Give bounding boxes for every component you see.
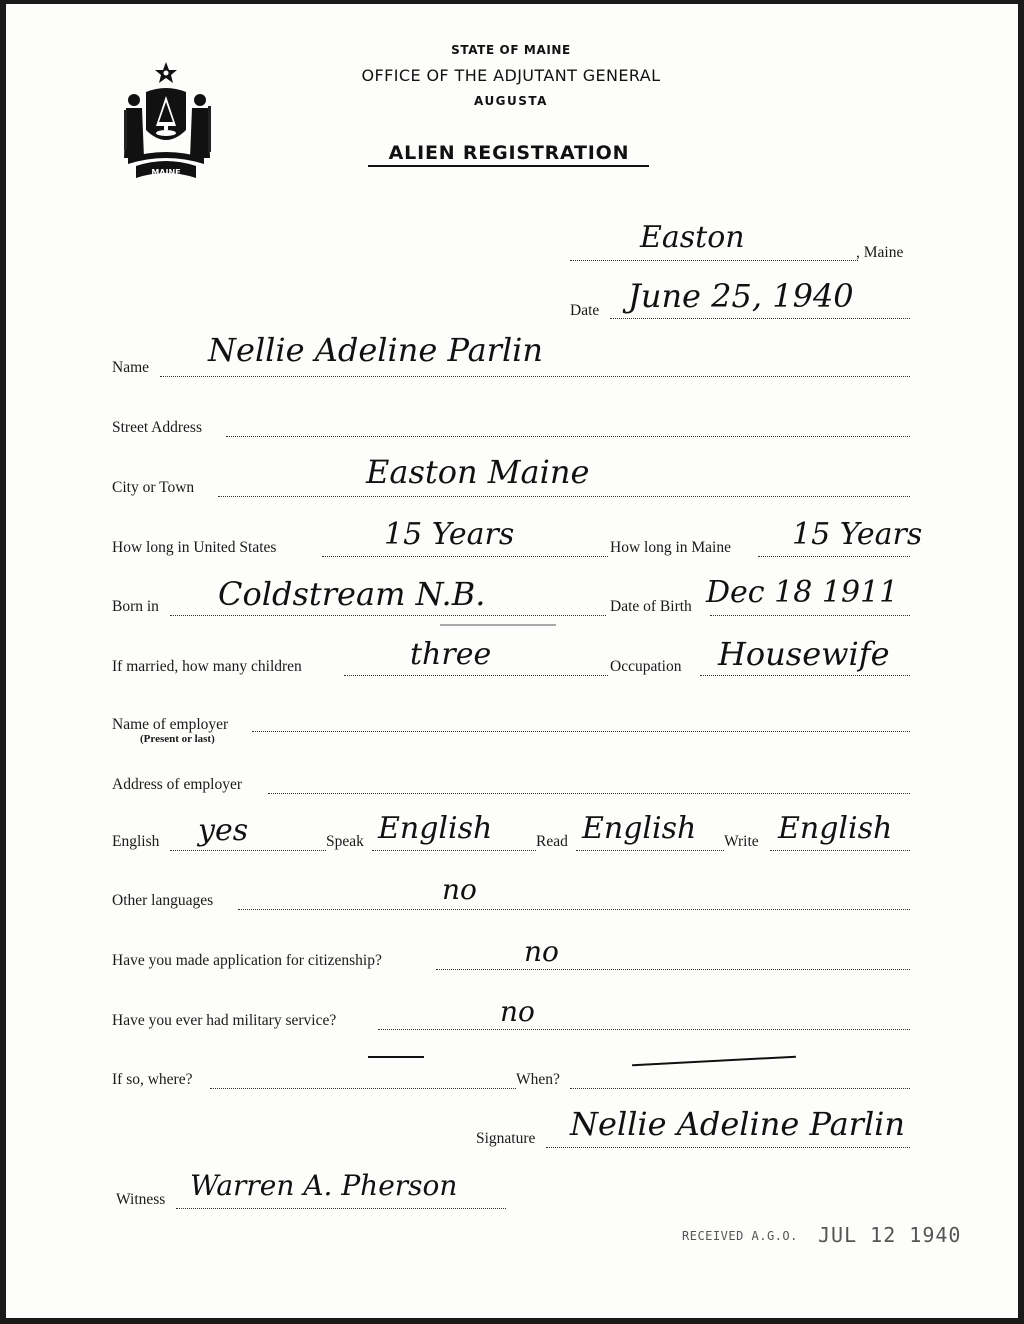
employer-label: Name of employer	[112, 716, 229, 733]
write-line	[770, 850, 910, 851]
military-label: Have you ever had military service?	[112, 1012, 337, 1029]
born-in-label: Born in	[112, 598, 159, 615]
signature-value: Nellie Adeline Parlin	[570, 1105, 906, 1143]
city-value: Easton Maine	[366, 453, 590, 491]
date-label: Date	[570, 302, 600, 319]
where-line	[210, 1088, 516, 1089]
signature-line	[546, 1147, 910, 1148]
dob-value: Dec 18 1911	[706, 575, 899, 610]
city-label: City or Town	[112, 479, 195, 496]
children-line	[344, 675, 608, 676]
name-label: Name	[112, 359, 150, 376]
where-dash	[368, 1056, 424, 1058]
children-label: If married, how many children	[112, 658, 302, 675]
occupation-line	[700, 675, 910, 676]
read-label: Read	[536, 833, 568, 850]
name-value: Nellie Adeline Parlin	[208, 331, 544, 369]
form-title: ALIEN REGISTRATION	[388, 142, 630, 164]
military-line	[378, 1029, 910, 1030]
date-value: June 25, 1940	[628, 277, 854, 315]
state-of-maine-seal-icon	[110, 58, 222, 184]
pencil-mark	[440, 624, 556, 626]
english-line	[170, 850, 326, 851]
how-long-maine-value: 15 Years	[792, 517, 923, 552]
employer-line	[252, 731, 910, 732]
employer-address-label: Address of employer	[112, 776, 242, 793]
street-label: Street Address	[112, 419, 202, 436]
citizenship-value: no	[524, 935, 559, 968]
how-long-us-value: 15 Years	[384, 517, 515, 552]
born-in-line	[170, 615, 606, 616]
name-line	[160, 376, 910, 377]
how-long-maine-line	[758, 556, 910, 557]
speak-value: English	[378, 811, 493, 846]
citizenship-line	[436, 969, 910, 970]
how-long-us-label: How long in United States	[112, 539, 277, 556]
other-languages-label: Other languages	[112, 892, 214, 909]
received-stamp-date: JUL 12 1940	[818, 1223, 962, 1247]
other-languages-value: no	[442, 873, 477, 906]
employer-sublabel: (Present or last)	[140, 733, 215, 745]
english-value: yes	[198, 813, 249, 848]
write-value: English	[778, 811, 893, 846]
form-page	[6, 4, 1018, 1318]
maine-suffix: , Maine	[856, 244, 904, 261]
town-line	[570, 260, 858, 261]
header-state: STATE OF MAINE	[451, 43, 571, 57]
where-label: If so, where?	[112, 1071, 193, 1088]
read-value: English	[582, 811, 697, 846]
city-line	[218, 496, 910, 497]
children-value: three	[410, 637, 492, 672]
when-line	[570, 1088, 910, 1089]
received-stamp-prefix: RECEIVED A.G.O.	[682, 1229, 798, 1243]
speak-line	[372, 850, 536, 851]
street-line	[226, 436, 910, 437]
military-value: no	[500, 995, 535, 1028]
town-value: Easton	[640, 220, 745, 255]
write-label: Write	[724, 833, 759, 850]
how-long-maine-label: How long in Maine	[610, 539, 731, 556]
witness-line	[176, 1208, 506, 1209]
witness-label: Witness	[116, 1191, 166, 1208]
english-label: English	[112, 833, 160, 850]
header-city: AUGUSTA	[474, 94, 548, 108]
when-label: When?	[516, 1071, 560, 1088]
occupation-label: Occupation	[610, 658, 682, 675]
occupation-value: Housewife	[718, 635, 890, 673]
witness-value: Warren A. Pherson	[190, 1169, 458, 1202]
title-underline	[368, 165, 649, 167]
how-long-us-line	[322, 556, 608, 557]
when-dash	[632, 1056, 796, 1067]
date-line	[610, 318, 910, 319]
header-office: OFFICE OF THE ADJUTANT GENERAL	[361, 66, 661, 85]
dob-label: Date of Birth	[610, 598, 692, 615]
dob-line	[710, 615, 910, 616]
svg-text:MAINE: MAINE	[151, 168, 181, 177]
signature-label: Signature	[476, 1130, 536, 1147]
born-in-value: Coldstream N.B.	[218, 575, 486, 613]
state-seal	[110, 58, 222, 184]
read-line	[576, 850, 724, 851]
citizenship-label: Have you made application for citizenship?	[112, 952, 382, 969]
other-languages-line	[238, 909, 910, 910]
speak-label: Speak	[326, 833, 364, 850]
employer-address-line	[268, 793, 910, 794]
